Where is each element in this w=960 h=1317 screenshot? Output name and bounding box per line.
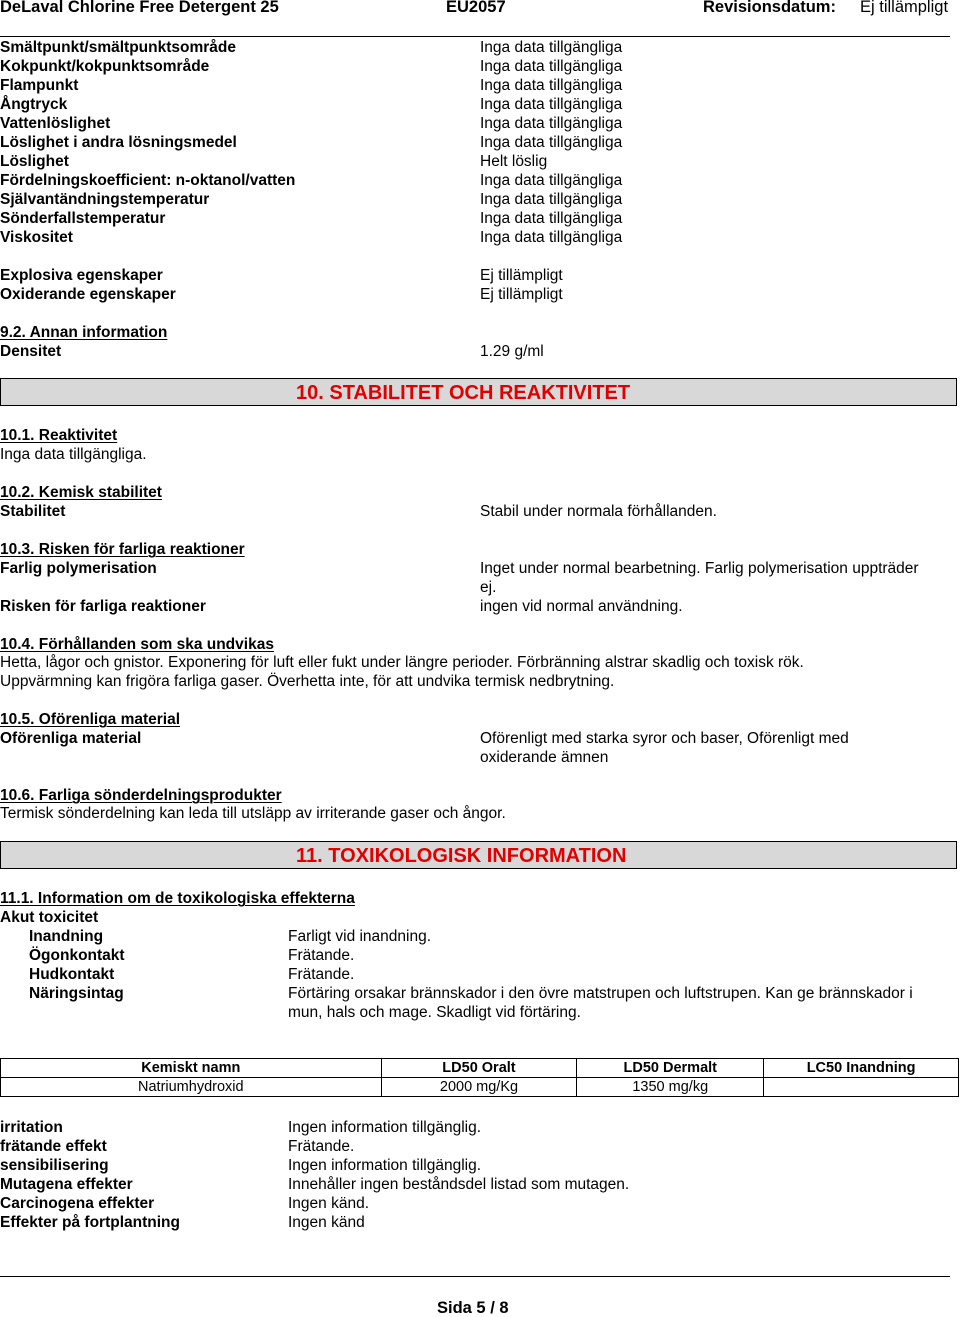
header-rule [0, 36, 950, 37]
hazardous-reactions-label: Risken för farliga reaktioner [0, 598, 206, 615]
property-label: Vattenlöslighet [0, 115, 111, 132]
acute-route-value: Farligt vid inandning. [288, 928, 432, 945]
section-10-title: 10. STABILITET OCH REAKTIVITET [296, 382, 631, 404]
property-label: Ångtryck [0, 96, 68, 113]
property-label: Löslighet [0, 153, 69, 170]
property-value: Inga data tillgängliga [480, 115, 623, 132]
column-header: LD50 Dermalt [577, 1059, 764, 1078]
acute-route-label: Hudkontakt [29, 966, 115, 983]
acute-route-label: Näringsintag [29, 985, 124, 1002]
property-label: Löslighet i andra lösningsmedel [0, 134, 237, 151]
column-header: LD50 Oralt [381, 1059, 577, 1078]
stability-value: Stabil under normala förhållanden. [480, 503, 717, 520]
reactivity-text: Inga data tillgängliga. [0, 446, 147, 463]
effect-value: Ingen känd. [288, 1195, 370, 1212]
property-labels [0, 38, 295, 247]
effect-value: Innehåller ingen beståndsdel listad som mutagen. [288, 1176, 630, 1193]
section-11-title-bar [0, 841, 957, 869]
acute-toxicity-label: Akut toxicitet [0, 909, 99, 926]
effect-label: Carcinogena effekter [0, 1195, 155, 1212]
toxicology-info-heading: 11.1. Information om de toxikologiska effekterna [0, 890, 355, 907]
acute-route-label: Inandning [29, 928, 104, 945]
polymerisation-value-line2: ej. [480, 579, 497, 596]
incompatible-materials-heading: 10.5. Oförenliga material [0, 711, 181, 728]
effect-label: frätande effekt [0, 1138, 107, 1155]
property-value: Inga data tillgängliga [480, 134, 623, 151]
incompatible-materials-value-line2: oxiderande ämnen [480, 749, 609, 766]
revision-value: Ej tillämpligt [860, 0, 949, 16]
explosive-label: Explosiva egenskaper [0, 267, 163, 284]
column-header: LC50 Inandning [764, 1059, 959, 1078]
property-value: Inga data tillgängliga [480, 96, 623, 113]
density-value: 1.29 g/ml [480, 343, 544, 360]
effect-label: Effekter på fortplantning [0, 1214, 180, 1231]
other-info-heading: 9.2. Annan information [0, 324, 168, 341]
polymerisation-label: Farlig polymerisation [0, 560, 157, 577]
property-values [480, 38, 622, 247]
property-label: Sönderfallstemperatur [0, 210, 166, 227]
property-value: Helt löslig [480, 153, 548, 170]
document-header [0, 0, 960, 18]
toxicity-table [0, 1058, 959, 1097]
table-cell [764, 1078, 959, 1097]
hazardous-reactions-value: ingen vid normal användning. [480, 598, 683, 615]
conditions-to-avoid-heading: 10.4. Förhållanden som ska undvikas [0, 636, 274, 653]
property-label: Kokpunkt/kokpunktsområde [0, 58, 210, 75]
property-label: Viskositet [0, 229, 73, 246]
acute-route-label: Ögonkontakt [29, 947, 125, 964]
oxidizing-label: Oxiderande egenskaper [0, 286, 176, 303]
property-value: Inga data tillgängliga [480, 229, 623, 246]
section-10-title-bar [0, 378, 957, 406]
acute-route-value: Frätande. [288, 966, 355, 983]
acute-ingestion-value-line2: mun, hals och mage. Skadligt vid förtäring. [288, 1004, 581, 1021]
page-number: Sida 5 / 8 [437, 1299, 509, 1317]
effect-value: Ingen information tillgänglig. [288, 1119, 482, 1136]
table-header-row [1, 1059, 959, 1078]
property-value: Inga data tillgängliga [480, 191, 623, 208]
effect-value: Ingen information tillgänglig. [288, 1157, 482, 1174]
property-label: Fördelningskoefficient: n-oktanol/vatten [0, 172, 296, 189]
effect-value: Frätande. [288, 1138, 355, 1155]
acute-route-value: Frätande. [288, 947, 355, 964]
property-value: Inga data tillgängliga [480, 172, 623, 189]
property-label: Självantändningstemperatur [0, 191, 210, 208]
table-cell: Natriumhydroxid [1, 1078, 382, 1097]
effect-labels [0, 1118, 180, 1232]
property-value: Inga data tillgängliga [480, 39, 623, 56]
incompatible-materials-label: Oförenliga material [0, 730, 142, 747]
property-value: Inga data tillgängliga [480, 58, 623, 75]
footer-rule [0, 1276, 950, 1277]
polymerisation-value-line1: Inget under normal bearbetning. Farlig polymerisation uppträder [480, 560, 919, 577]
conditions-to-avoid-line2: Uppvärmning kan frigöra farliga gaser. Överhetta inte, för att undvika termisk nedbrytning. [0, 673, 615, 690]
conditions-to-avoid-line1: Hetta, lågor och gnistor. Exponering för luft eller fukt under längre perioder. Förbränning alstrar skadlig och toxisk rök. [0, 654, 804, 671]
reactivity-heading: 10.1. Reaktivitet [0, 427, 118, 444]
oxidizing-value: Ej tillämpligt [480, 286, 563, 303]
revision-label: Revisionsdatum: [703, 0, 836, 16]
stability-label: Stabilitet [0, 503, 66, 520]
effect-value: Ingen känd [288, 1214, 365, 1231]
density-label: Densitet [0, 343, 62, 360]
property-value: Inga data tillgängliga [480, 210, 623, 227]
acute-route-value: Förtäring orsakar brännskador i den övre matstrupen och luftstrupen. Kan ge brännskador i [288, 985, 913, 1002]
property-value: Inga data tillgängliga [480, 77, 623, 94]
section-11-title: 11. TOXIKOLOGISK INFORMATION [296, 845, 627, 867]
column-header: Kemiskt namn [1, 1059, 382, 1078]
decomposition-text: Termisk sönderdelning kan leda till utsläpp av irriterande gaser och ångor. [0, 805, 506, 822]
effect-label: sensibilisering [0, 1157, 109, 1174]
table-row [1, 1078, 959, 1097]
explosive-value: Ej tillämpligt [480, 267, 563, 284]
stability-heading: 10.2. Kemisk stabilitet [0, 484, 162, 501]
property-label: Smältpunkt/smältpunktsområde [0, 39, 236, 56]
effect-label: Mutagena effekter [0, 1176, 133, 1193]
product-name: DeLaval Chlorine Free Detergent 25 [0, 0, 279, 16]
decomposition-heading: 10.6. Farliga sönderdelningsprodukter [0, 787, 282, 804]
product-code: EU2057 [446, 0, 506, 16]
table-cell: 2000 mg/Kg [381, 1078, 577, 1097]
hazardous-reactions-heading: 10.3. Risken för farliga reaktioner [0, 541, 245, 558]
effect-label: irritation [0, 1119, 63, 1136]
table-cell: 1350 mg/kg [577, 1078, 764, 1097]
incompatible-materials-value-line1: Oförenligt med starka syror och baser, Oförenligt med [480, 730, 849, 747]
property-label: Flampunkt [0, 77, 79, 94]
effect-values [288, 1118, 629, 1232]
